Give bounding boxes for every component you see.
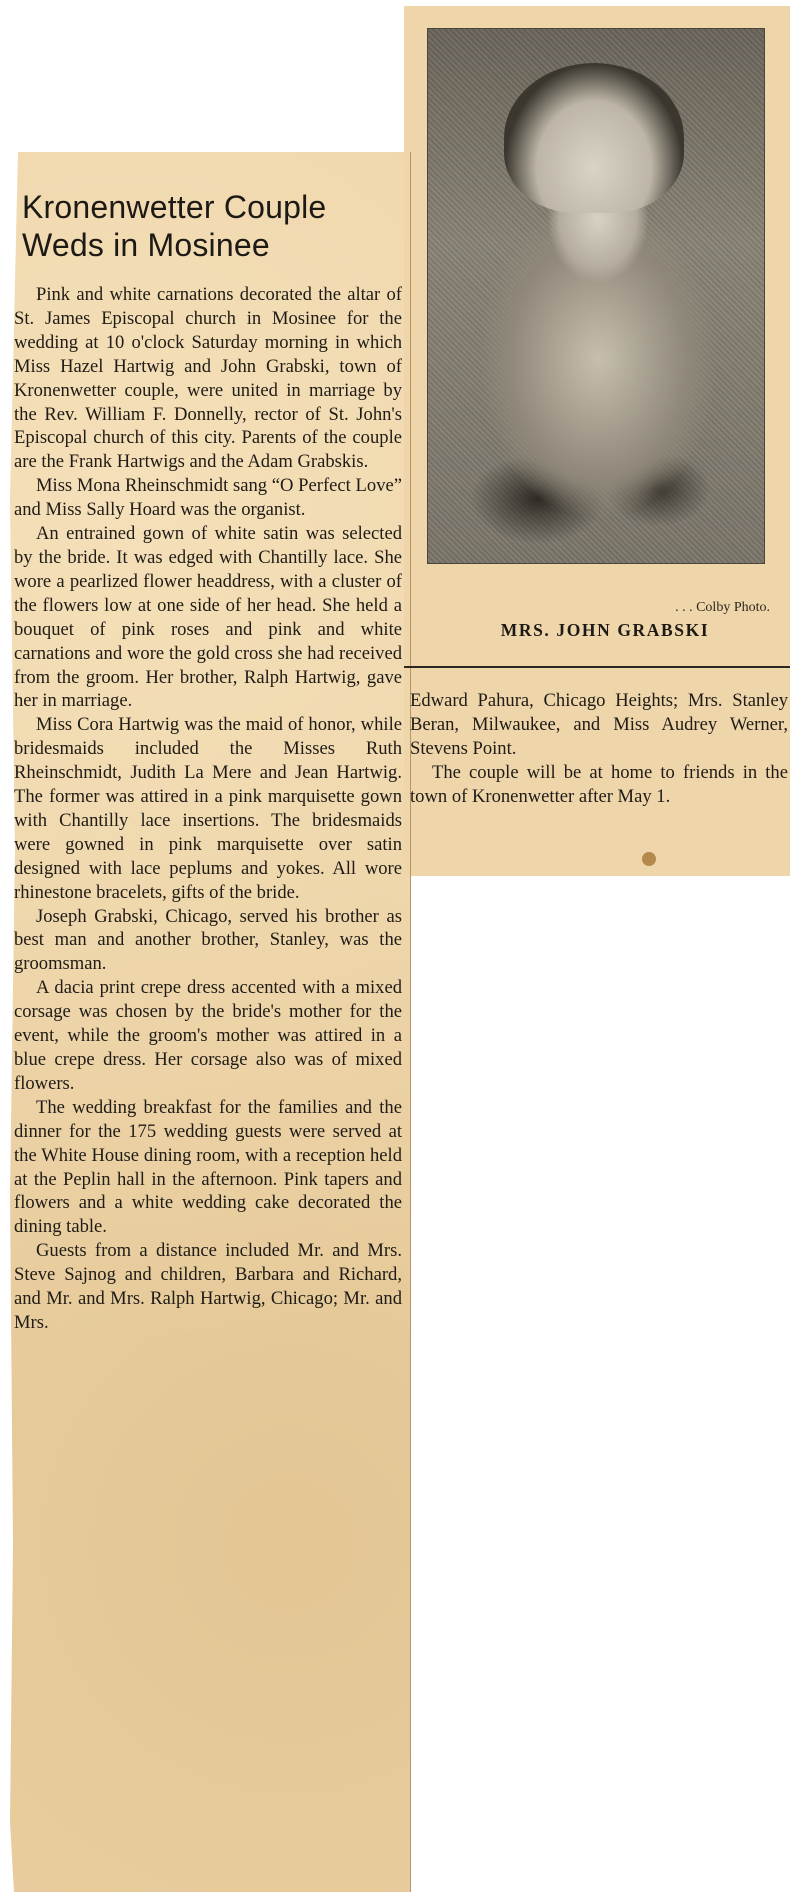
headline-line-2: Weds in Mosinee bbox=[22, 227, 270, 263]
headline bbox=[22, 188, 402, 264]
bride-photo bbox=[427, 28, 765, 564]
paragraph: An entrained gown of white satin was selected by the bride. It was edged with Chantilly lace. She wore a pearlized flower headdress, with a cluster of the flowers low at one side of her head. She held a bouquet of pink roses and pink and white carnations and wore the gold cross she had received from the groom. Her brother, Ralph Hartwig, gave her in marriage. bbox=[14, 523, 402, 712]
paragraph: Miss Cora Hartwig was the maid of honor, while bridesmaids included the Misses Ruth Rheinschmidt, Judith La Mere and Jean Hartwig. The former was attired in a pink marquisette gown with Chantilly lace insertions. The bridesmaids were gowned in pink marquisette over satin designed with lace peplums and yokes. All wore rhinestone bracelets, gifts of the bride. bbox=[14, 714, 402, 903]
section-rule bbox=[404, 666, 790, 668]
column-divider bbox=[410, 152, 411, 1892]
paragraph: The wedding breakfast for the families and the dinner for the 175 wedding guests were served at the White House dining room, with a reception held at the Peplin hall in the afternoon. Pink tapers and flowers and a white wedding cake decorated the dining table. bbox=[14, 1096, 402, 1238]
bride-portrait-face bbox=[504, 63, 684, 213]
article-body-left bbox=[14, 283, 402, 1335]
paragraph: Pink and white carnations decorated the altar of St. James Episcopal church in Mosinee for the wedding at 10 o'clock Saturday morning in which Miss Hazel Hartwig and John Grabski, town of Kronenwetter couple, were united in marriage by the Rev. William F. Donnelly, rector of St. John's Episcopal church of this city. Parents of the couple are the Frank Hartwigs and the Adam Grabskis. bbox=[14, 284, 402, 473]
paragraph: A dacia print crepe dress accented with a mixed corsage was chosen by the bride's mother for the event, while the groom's mother was attired in a blue crepe dress. Her corsage also was of mixed flowers. bbox=[14, 977, 402, 1094]
paragraph: The couple will be at home to friends in the town of Kronenwetter after May 1. bbox=[410, 761, 788, 807]
paragraph: Guests from a distance included Mr. and Mrs. Steve Sajnog and children, Barbara and Richard, and Mr. and Mrs. Ralph Hartwig, Chicago; Mr. and Mrs. bbox=[14, 1240, 402, 1333]
paragraph: Joseph Grabski, Chicago, served his brother as best man and another brother, Stanley, was the groomsman. bbox=[14, 905, 402, 975]
article-body-right bbox=[410, 689, 788, 809]
photo-caption: MRS. JOHN GRABSKI bbox=[500, 620, 710, 640]
headline-line-1: Kronenwetter Couple bbox=[22, 189, 327, 225]
photo-credit: . . . Colby Photo. bbox=[675, 600, 770, 615]
paragraph: Miss Mona Rheinschmidt sang “O Perfect Love” and Miss Sally Hoard was the organist. bbox=[14, 475, 402, 521]
paragraph-continuation: Edward Pahura, Chicago Heights; Mrs. Stanley Beran, Milwaukee, and Miss Audrey Werner, Stevens Point. bbox=[410, 690, 788, 759]
paper-stain bbox=[642, 852, 656, 866]
